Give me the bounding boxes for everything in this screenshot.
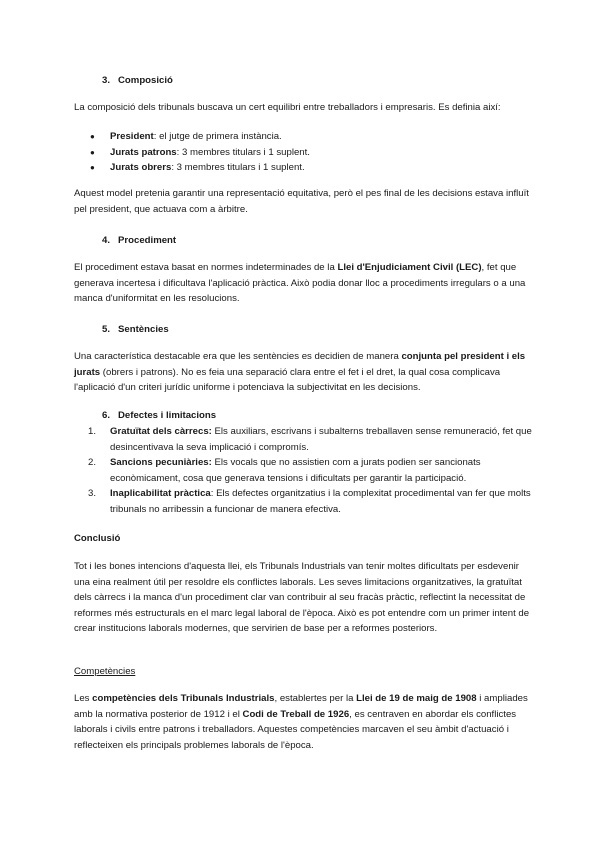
- competencies-heading: Competències: [74, 666, 136, 677]
- paragraph: Tot i les bones intencions d'aquesta llei, els Tribunals Industrials van tenir moltes dificultats per esdevenir una eina realment útil per resoldre els conflictes laborals. Les seves limitacions organitzatives, la gratuïtat dels càrrecs i la manca d'un procediment clar van contribuir al seu fracàs pràctic, reflectint la necessitat de reformes més estructurals en el marc legal laboral de l'època. Això es pot entendre com un primer intent de crear institucions laborals modernes, que servirien de base per a reformes posteriors.: [74, 561, 530, 635]
- paragraph: El procediment estava basat en normes indeterminades de la Llei d'Enjudiciament Civil (LEC), fet que generava incertesa i dificultava l'aplicació pràctica. Això podia donar lloc a procediments irregulars o a una manca d'uniformitat en les resolucions.: [74, 262, 526, 305]
- composition-list: [88, 129, 536, 176]
- section-heading-composicio: 3. Composició: [101, 75, 173, 86]
- paragraph: Les competències dels Tribunals Industrials, establertes per la Llei de 19 de maig de 1908 i ampliades amb la normativa posterior de 1912 i el Codi de Treball de 1926, es centraven en abordar els conflictes laborals i civils entre patrons i treballadors. Aquestes competències marcaven el seu àmbit d'actuació i reflecteixen els principals problemes laborals de l'època.: [74, 693, 528, 751]
- list-item: 3. Inaplicabilitat pràctica: Els defectes organitzatius i la complexitat procedimental van fer que molts tribunals no arribessin a funcionar de manera efectiva.: [88, 488, 531, 515]
- list-item: 2. Sancions pecuniàries: Els vocals que no assistien com a jurats podien ser sancionats econòmicament, cosa que generava tensions i dificultats per garantir la participació.: [88, 457, 481, 484]
- list-item: ● Jurats patrons: 3 membres titulars i 1 suplent.: [88, 145, 536, 161]
- defects-list: [88, 424, 536, 518]
- paragraph: Una característica destacable era que les sentències es decidien de manera conjunta pel president i els jurats (obrers i patrons). No es feia una separació clara entre el fet i el dret, la qual cosa complicava l'aplicació d'un criteri jurídic uniforme i potenciava la subjectivitat en les decisions.: [74, 351, 526, 394]
- section-heading-sentencies: 5. Sentències: [101, 324, 169, 335]
- list-item: 1. Gratuïtat dels càrrecs: Els auxiliars, escrivans i subalterns treballaven sense remuneració, fet que desincentivava la seva implicació i compromís.: [88, 426, 532, 453]
- list-item: ● Jurats obrers: 3 membres titulars i 1 suplent.: [88, 160, 536, 176]
- section-heading-procediment: 4. Procediment: [101, 235, 177, 246]
- section-heading-defectes: 6. Defectes i limitacions: [101, 410, 217, 421]
- list-item: ● President: el jutge de primera instància.: [88, 129, 536, 145]
- conclusion-heading: Conclusió: [74, 533, 121, 544]
- paragraph: La composició dels tribunals buscava un cert equilibri entre treballadors i empresaris. Es definia així:: [74, 102, 501, 113]
- paragraph: Aquest model pretenia garantir una representació equitativa, però el pes final de les decisions estava influït pel president, que actuava com a àrbitre.: [74, 188, 529, 215]
